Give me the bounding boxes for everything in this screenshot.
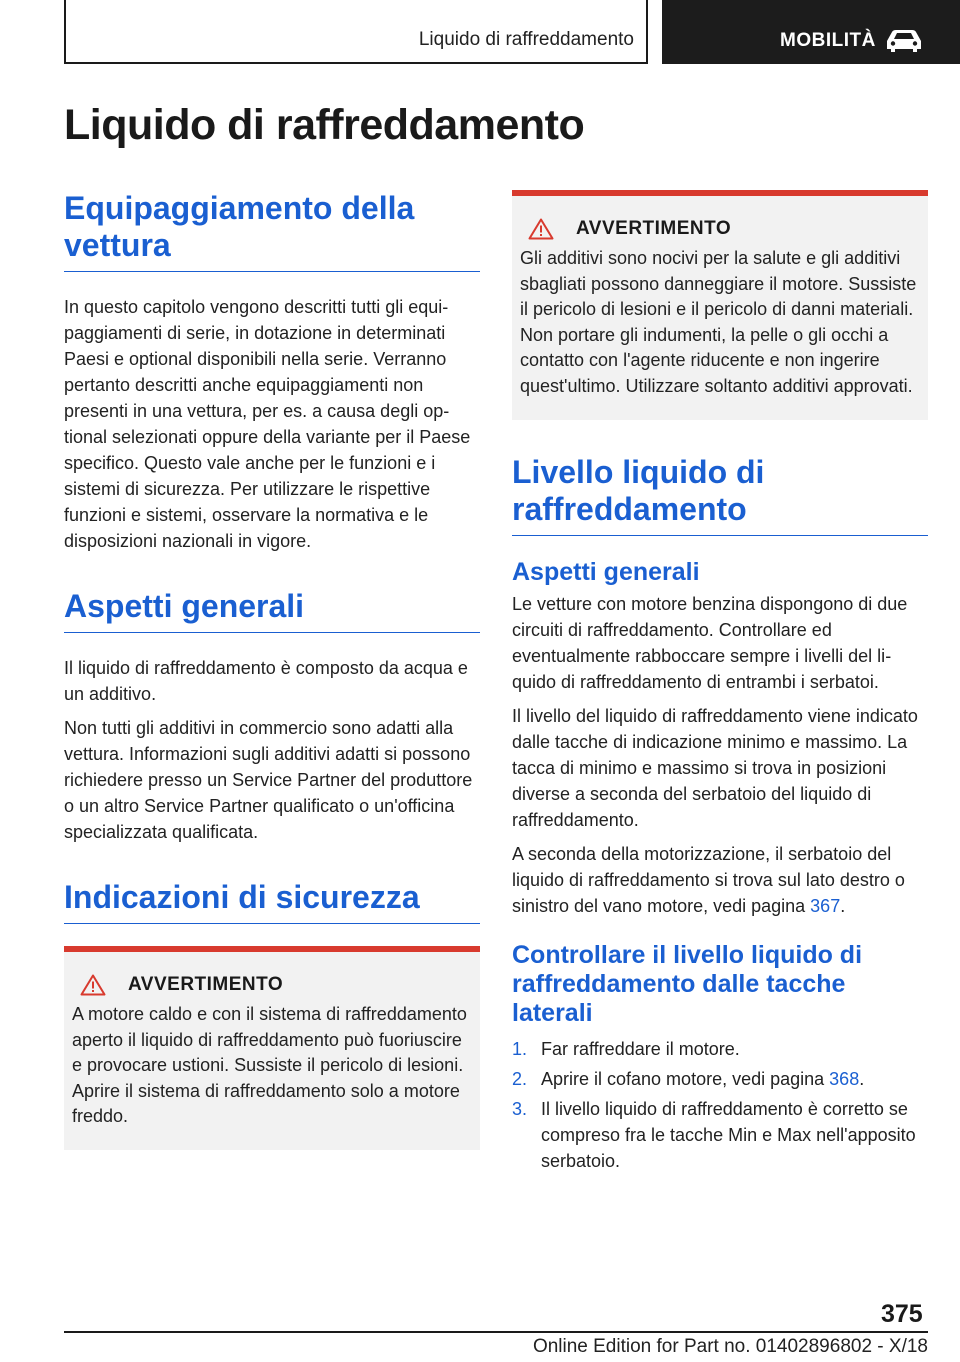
warning-text: Gli additivi sono nocivi per la salute e gli additivi sbagliati possono danneggiare il motore. Sussiste il pericolo di lesioni e il pericolo di danni materiali. Non portare gli indumenti, la pelle o gli occhi a contatto con l'agente riducente e non ingerire quest'ultimo. Utilizzare soltanto additivi approvati. [520,248,917,396]
paragraph-general-2: Non tutti gli additivi in commercio sono adatti alla vettura. Informazioni sugli additivi adatti si possono richiedere presso un Service Partner del produttore o un altro Service Partner qualificato o un'officina specializzata qualificata. [64,718,473,842]
warning-box-additives [512,190,928,420]
step-number: 1. [512,1038,528,1059]
subheading-check-level: Controllare il livello liquido di raffreddamento dalle tacche laterali [512,940,863,1027]
heading-equipment: Equipaggiamento della vettura [64,190,480,272]
step-number: 3. [512,1098,528,1119]
step-text: Il livello liquido di raffreddamento è corretto se compreso fra le tacche Min e Max nell'apposito serbatoio. [541,1098,916,1171]
warning-label: AVVERTIMENTO [128,974,284,995]
warning-label: AVVERTIMENTO [576,218,732,239]
subheading-general: Aspetti generali [512,557,700,586]
paragraph-general-1: Il liquido di raffreddamento è composto da acqua e un additivo. [64,658,468,704]
footer-divider [64,1331,928,1333]
right-column [512,190,928,1178]
list-item [512,1036,928,1062]
paragraph-level-1: Le vetture con motore benzina dispongono di due circuiti di raffreddamento. Controllare ed eventualmente rabboccare sempre i livelli del liquido di raffreddamento di entrambi i serbatoi. [512,593,908,692]
car-icon [884,27,924,53]
running-header-title: Liquido di raffreddamento [418,29,634,50]
heading-safety: Indicazioni di sicurezza [64,879,480,924]
warning-box-safety [64,946,480,1150]
warning-text: A motore caldo e con il sistema di raffreddamento aperto il liquido di raffreddamento può fuoriuscire e provocare ustioni. Sussiste il pericolo di lesioni. Aprire il sistema di raffreddamento solo a motore freddo. [72,1004,467,1127]
heading-coolant-level: Livello liquido di raffreddamento [512,454,928,536]
page-title: Liquido di raffreddamento [64,101,585,149]
page-link-367[interactable]: 367 [810,895,841,916]
steps-list [512,1036,928,1174]
left-column [64,190,480,1150]
paragraph-level-2: Il livello del liquido di raffreddamento viene indicato dalle tacche di indicazione minimo e massimo. La tacca di minimo e massimo si trova in posizioni diverse a seconda del serbatoio del liquido di raffreddamento. [512,705,918,830]
list-item [512,1066,928,1092]
warning-triangle-icon [528,218,554,240]
running-header [64,0,648,64]
heading-general: Aspetti generali [64,588,480,633]
list-item [512,1096,928,1174]
paragraph-level-3: A seconda della motorizzazione, il serbatoio del liquido di raffreddamento si trova sul lato destro o sinistro del vano motore, vedi pagina 367. [512,843,905,916]
section-tab [662,0,960,64]
step-text: Far raffreddare il motore. [541,1038,740,1059]
section-label: MOBILITÀ [780,30,876,51]
page-link-368[interactable]: 368 [829,1068,860,1089]
footer-edition: Online Edition for Part no. 01402896802 - X/18 [532,1336,928,1357]
step-number: 2. [512,1068,528,1089]
warning-triangle-icon [80,974,106,996]
page-number: 375 [881,1300,923,1328]
paragraph-equipment: In questo capitolo vengono descritti tutti gli equipaggiamenti di serie, in dotazione in determinati Paesi e optional disponibili nella serie. Verranno pertanto descritti anche equipaggiamenti non presenti in una vettura, per es. a causa degli optional selezionati oppure della variante per il Paese specifico. Questo vale anche per le funzioni e i sistemi di sicurezza. Per utilizzare le rispettive funzioni e sistemi, osservare la normativa e le disposizioni nazionali in vigore. [64,297,471,551]
step-text: Aprire il cofano motore, vedi pagina 368. [541,1068,865,1089]
